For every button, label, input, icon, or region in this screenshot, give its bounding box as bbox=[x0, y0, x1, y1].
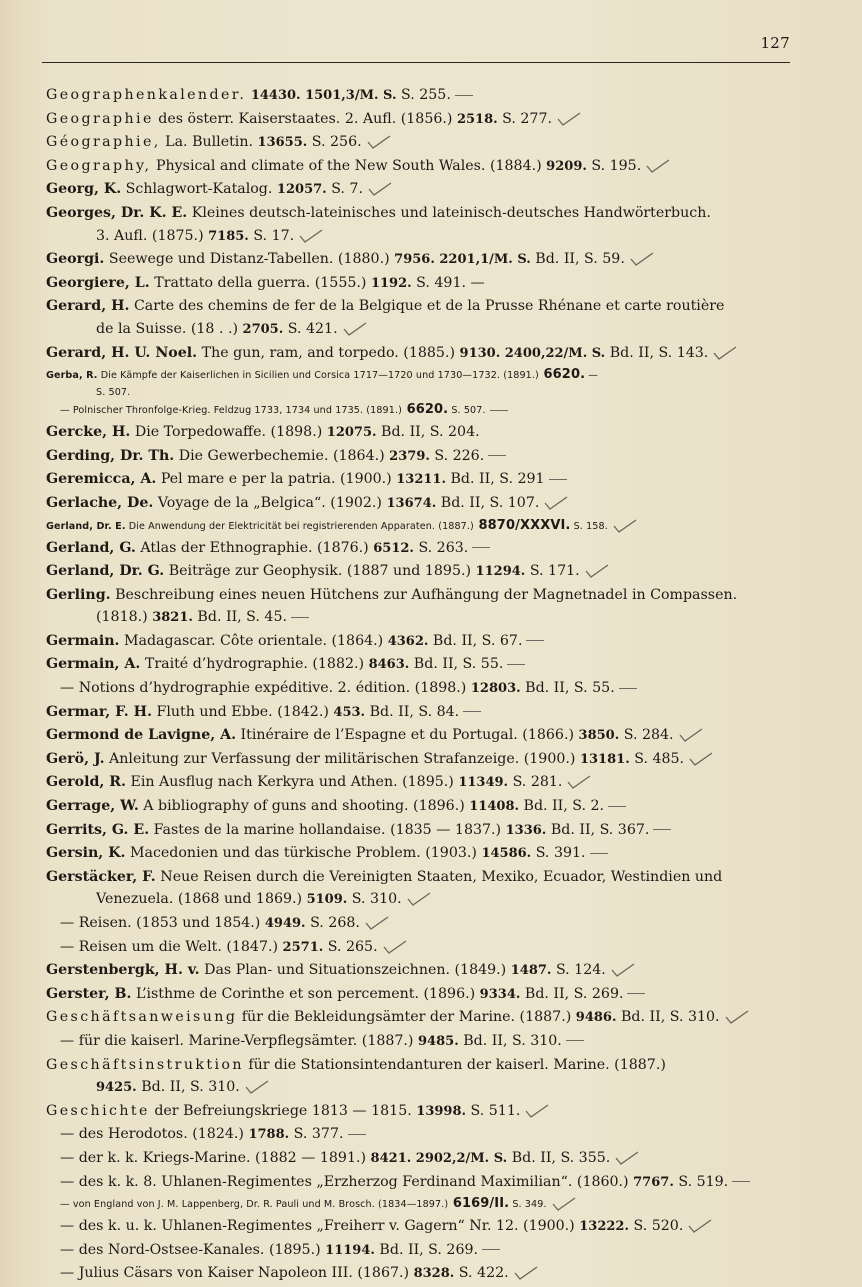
entry-reference: Bd. II, S. 269. bbox=[374, 1241, 479, 1258]
entry-heading: — bbox=[60, 1218, 75, 1235]
entry-title: des k. u. k. Uhlanen-Regimentes „Freiherr v. Gagern“ Nr. 12. (1900.) bbox=[74, 1218, 575, 1235]
dash-mark-icon bbox=[590, 853, 608, 854]
bibliography-entry bbox=[46, 677, 791, 701]
entry-title: Pel mare e per la patria. (1900.) bbox=[156, 471, 392, 488]
entry-number: 3821. bbox=[152, 610, 193, 626]
entry-title: Neue Reisen durch die Vereinigten Staaten, Mexiko, Ecuador, Westindien und bbox=[155, 868, 723, 885]
entry-title: Die Torpedowaffe. (1898.) bbox=[130, 424, 323, 441]
bibliography-entry bbox=[46, 1054, 791, 1100]
dash-mark-icon bbox=[608, 806, 626, 807]
bibliography-entry bbox=[46, 248, 791, 272]
bibliography-entry bbox=[46, 959, 791, 983]
entry-number: 9334. bbox=[475, 986, 521, 1002]
bibliography-entry bbox=[46, 936, 791, 960]
entry-heading: Gerö, J. bbox=[46, 750, 105, 767]
bibliography-entry bbox=[46, 560, 791, 584]
entry-heading: Gerster, B. bbox=[46, 985, 132, 1002]
entry-title: der Befreiungskriege 1813 — 1815. bbox=[149, 1102, 412, 1119]
bibliography-entry bbox=[46, 468, 791, 492]
entry-reference: Bd. II, S. 84. bbox=[365, 703, 460, 720]
entry-number: 9209. bbox=[541, 158, 587, 174]
entry-number: 9485. bbox=[413, 1033, 459, 1049]
entry-number: 1487. bbox=[506, 963, 552, 979]
entry-reference: S. 422. bbox=[454, 1265, 509, 1282]
entry-reference: S. 255. bbox=[396, 87, 451, 103]
bibliography-entry bbox=[46, 131, 791, 155]
entry-heading: Germain. bbox=[46, 632, 120, 649]
entry-heading: Geography, bbox=[46, 157, 152, 174]
entry-heading: Geographie bbox=[46, 110, 154, 127]
bibliography-entry bbox=[46, 1030, 791, 1054]
entry-reference: S. 519. bbox=[673, 1173, 729, 1190]
entry-reference: S. 284. bbox=[619, 727, 674, 744]
entry-reference: S. 268. bbox=[305, 915, 360, 931]
bibliography-entry bbox=[46, 842, 791, 866]
check-mark-icon bbox=[513, 1265, 539, 1281]
check-mark-icon bbox=[364, 915, 390, 931]
entry-reference: Bd. II, S. 269. bbox=[520, 985, 624, 1002]
entry-reference: S. 124. bbox=[551, 962, 606, 979]
bibliography-entry bbox=[46, 748, 791, 772]
dash-mark-icon bbox=[732, 1181, 750, 1182]
entry-title: Schlagwort-Katalog. bbox=[121, 181, 273, 198]
entry-heading: Germar, F. H. bbox=[46, 703, 153, 720]
bibliography-entry bbox=[46, 1100, 791, 1124]
page-number: 127 bbox=[760, 34, 790, 52]
entry-heading: Germain, A. bbox=[46, 656, 141, 673]
continuation-text: de la Suisse. (18 . .) bbox=[96, 320, 243, 337]
bibliography-entry bbox=[46, 983, 791, 1007]
entry-reference: Bd. II, S. 45. bbox=[192, 609, 287, 626]
entry-title: Das Plan- und Situationszeichnen. (1849.) bbox=[199, 962, 507, 979]
bibliography-entry bbox=[46, 795, 791, 819]
entry-heading: — bbox=[60, 1032, 75, 1049]
entry-reference: Bd. II, S. 367. bbox=[546, 821, 650, 838]
check-mark-icon bbox=[298, 228, 324, 244]
entry-number: 14430. 1501,3/M. S. bbox=[250, 88, 397, 103]
entry-title: Die Anwendung der Elektricität bei registrierenden Apparaten. (1887.) bbox=[125, 520, 474, 532]
entry-heading: — bbox=[60, 1241, 75, 1258]
entry-reference: Bd. II, S. 107. bbox=[436, 494, 540, 511]
dash-mark-icon bbox=[482, 1249, 500, 1250]
bibliography-entry bbox=[46, 421, 791, 445]
entry-title: des k. k. 8. Uhlanen-Regimentes „Erzherzog Ferdinand Maximilian“. (1860.) bbox=[74, 1173, 629, 1190]
bibliography-entry bbox=[46, 1239, 791, 1263]
entry-number: 4949. bbox=[260, 916, 306, 931]
entry-title: der k. k. Kriegs-Marine. (1882 — 1891.) bbox=[74, 1149, 367, 1166]
bibliography-entry bbox=[46, 1215, 791, 1239]
entry-title: The gun, ram, and torpedo. (1885.) bbox=[197, 344, 455, 361]
entry-title: Trattato della guerra. (1555.) bbox=[149, 274, 367, 291]
entry-reference: Bd. II, S. 55. bbox=[409, 656, 504, 673]
entry-heading: Geschichte bbox=[46, 1102, 150, 1119]
entry-number: 13674. bbox=[381, 495, 437, 511]
entry-number: 3850. bbox=[574, 728, 620, 744]
bibliography-entry bbox=[46, 1262, 791, 1286]
entry-heading: Gercke, H. bbox=[46, 424, 131, 441]
entry-list bbox=[46, 84, 791, 1286]
entry-reference: Bd. II, S. 291 bbox=[446, 471, 545, 488]
entry-number: 9425. bbox=[96, 1080, 137, 1096]
entry-reference: S. 485. bbox=[629, 750, 685, 767]
entry-reference: S. 310. bbox=[347, 891, 402, 908]
dash-mark-icon bbox=[619, 688, 637, 689]
entry-number: 7767. bbox=[628, 1174, 674, 1190]
entry-number: 13998. bbox=[411, 1103, 467, 1119]
entry-reference: S. 256. bbox=[307, 134, 362, 151]
entry-heading: Gerland, G. bbox=[46, 539, 136, 556]
entry-heading: Germond de Lavigne, A. bbox=[46, 727, 237, 744]
entry-title: Beiträge zur Geophysik. (1887 und 1895.) bbox=[164, 563, 472, 580]
entry-reference: Bd. II, S. 310. bbox=[616, 1009, 720, 1026]
entry-number: 11349. bbox=[453, 775, 509, 791]
entry-heading: — bbox=[60, 1126, 75, 1143]
entry-number: 1788. bbox=[243, 1127, 290, 1143]
entry-continuation bbox=[46, 386, 791, 400]
entry-title: Madagascar. Côte orientale. (1864.) bbox=[119, 632, 384, 649]
entry-title: Polnischer Thronfolge-Krieg. Feldzug 1733, 1734 und 1735. (1891.) bbox=[69, 405, 402, 417]
entry-number: 14586. bbox=[476, 846, 532, 862]
entry-title: Ein Ausflug nach Kerkyra und Athen. (1895.) bbox=[126, 774, 454, 791]
check-mark-icon bbox=[688, 751, 714, 767]
entry-title: Itinéraire de l’Espagne et du Portugal. (1866.) bbox=[236, 727, 574, 744]
entry-number: 1336. bbox=[501, 822, 547, 838]
entry-title: Atlas der Ethnographie. (1876.) bbox=[135, 539, 369, 556]
entry-reference: S. 158. bbox=[570, 520, 608, 532]
bibliography-entry bbox=[46, 272, 791, 296]
entry-heading: — bbox=[60, 938, 75, 955]
dash-mark-icon bbox=[566, 1040, 584, 1041]
entry-continuation bbox=[46, 225, 791, 249]
check-mark-icon bbox=[524, 1103, 550, 1119]
check-mark-icon bbox=[382, 939, 408, 955]
dash-mark-icon bbox=[490, 410, 508, 411]
bibliography-entry bbox=[46, 84, 791, 108]
entry-reference: Bd. II, S. 2. bbox=[519, 798, 605, 815]
entry-reference: — bbox=[585, 370, 598, 382]
bibliography-entry bbox=[46, 1123, 791, 1147]
entry-heading: — bbox=[60, 1265, 75, 1282]
entry-reference: Bd. II, S. 310. bbox=[136, 1079, 240, 1096]
entry-number: 7185. bbox=[208, 228, 249, 244]
entry-heading: Geographenkalender. bbox=[46, 87, 247, 103]
entry-title: Reisen um die Welt. (1847.) bbox=[74, 938, 279, 955]
entry-title: Notions d’hydrographie expéditive. 2. édition. (1898.) bbox=[74, 680, 467, 697]
bibliography-entry bbox=[46, 492, 791, 516]
bibliography-entry bbox=[46, 630, 791, 654]
entry-continuation bbox=[46, 606, 791, 630]
entry-number: 12057. bbox=[272, 182, 327, 198]
entry-reference: S. 491. — bbox=[411, 274, 485, 291]
entry-title: Beschreibung eines neuen Hütchens zur Aufhängung der Magnetnadel in Compassen. bbox=[110, 586, 738, 603]
entry-number: 11294. bbox=[471, 564, 526, 580]
entry-number: 2705. bbox=[242, 321, 284, 337]
entry-heading: Gerding, Dr. Th. bbox=[46, 447, 175, 464]
entry-title: des österr. Kaiserstaates. 2. Aufl. (1856.) bbox=[153, 110, 453, 127]
check-mark-icon bbox=[342, 321, 368, 337]
bibliography-entry bbox=[46, 1194, 791, 1215]
entry-heading: Gerrits, G. E. bbox=[46, 821, 150, 838]
dash-mark-icon bbox=[455, 95, 473, 96]
entry-title: A bibliography of guns and shooting. (1896.) bbox=[138, 798, 465, 815]
entry-number: 12803. bbox=[466, 681, 521, 697]
entry-heading: Gerstäcker, F. bbox=[46, 868, 156, 885]
entry-heading: Gerlache, De. bbox=[46, 494, 154, 511]
entry-title: Traité d’hydrographie. (1882.) bbox=[140, 656, 365, 673]
entry-reference: S. 281. bbox=[508, 774, 563, 791]
entry-title: La. Bulletin. bbox=[160, 134, 253, 151]
entry-reference: Bd. II, S. 59. bbox=[530, 251, 625, 268]
bibliography-entry bbox=[46, 445, 791, 469]
entry-title: Kleines deutsch-lateinisches und lateinisch-deutsches Handwörterbuch. bbox=[187, 204, 711, 221]
entry-title: Macedonien und das türkische Problem. (1903.) bbox=[125, 845, 477, 862]
bibliography-entry bbox=[46, 400, 791, 421]
entry-heading: — bbox=[60, 915, 75, 931]
check-mark-icon bbox=[244, 1079, 270, 1095]
entry-number: 2571. bbox=[278, 939, 324, 955]
entry-heading: Gerling. bbox=[46, 586, 111, 603]
entry-number: 8870/XXXVI. bbox=[473, 517, 571, 533]
check-mark-icon bbox=[556, 111, 582, 127]
continuation-text: S. 507. bbox=[96, 387, 131, 399]
bibliography-entry bbox=[46, 1171, 791, 1195]
entry-reference: Bd. II, S. 355. bbox=[507, 1149, 611, 1166]
entry-number: 8328. bbox=[409, 1266, 455, 1282]
dash-mark-icon bbox=[526, 640, 544, 641]
entry-heading: — bbox=[60, 680, 75, 697]
entry-number: 11194. bbox=[320, 1242, 375, 1258]
entry-heading: — bbox=[60, 1199, 70, 1211]
entry-reference: Bd. II, S. 55. bbox=[520, 680, 615, 697]
entry-number: 11408. bbox=[464, 799, 520, 815]
entry-heading: Georg, K. bbox=[46, 181, 122, 198]
entry-reference: S. 195. bbox=[586, 157, 642, 174]
check-mark-icon bbox=[724, 1009, 750, 1025]
entry-heading: Geschäftsanweisung bbox=[46, 1009, 238, 1026]
check-mark-icon bbox=[712, 345, 738, 361]
entry-reference: Bd. II, S. 67. bbox=[428, 632, 523, 649]
entry-number: 9130. 2400,22/M. S. bbox=[455, 345, 606, 361]
entry-reference: Bd. II, S. 143. bbox=[605, 344, 709, 361]
entry-continuation bbox=[46, 888, 791, 912]
entry-heading: Geremicca, A. bbox=[46, 471, 157, 488]
entry-number: 6512. bbox=[368, 540, 414, 556]
entry-heading: Gerard, H. bbox=[46, 298, 130, 315]
dash-mark-icon bbox=[627, 993, 645, 994]
entry-title: Fastes de la marine hollandaise. (1835 — 1837.) bbox=[149, 821, 502, 838]
entry-title: Die Kämpfe der Kaiserlichen in Sicilien und Corsica 1717—1720 und 1730—1732. (1891.) bbox=[97, 370, 539, 382]
bibliography-entry bbox=[46, 724, 791, 748]
check-mark-icon bbox=[543, 495, 569, 511]
bibliography-entry bbox=[46, 819, 791, 843]
entry-number: 4362. bbox=[383, 633, 429, 649]
bibliography-entry bbox=[46, 912, 791, 936]
entry-number: 2518. bbox=[452, 111, 498, 127]
entry-number: 7956. 2201,1/M. S. bbox=[389, 252, 531, 268]
check-mark-icon bbox=[566, 774, 592, 790]
check-mark-icon bbox=[584, 563, 610, 579]
bibliography-entry bbox=[46, 701, 791, 725]
entry-heading: Georgi. bbox=[46, 251, 105, 268]
check-mark-icon bbox=[645, 158, 671, 174]
entry-title: für die Stationsintendanturen der kaiserl. Marine. (1887.) bbox=[243, 1056, 666, 1073]
entry-title: für die Bekleidungsämter der Marine. (1887.) bbox=[237, 1009, 572, 1026]
entry-continuation bbox=[46, 318, 791, 342]
check-mark-icon bbox=[678, 727, 704, 743]
bibliography-entry bbox=[46, 202, 791, 248]
dash-mark-icon bbox=[653, 829, 671, 830]
entry-continuation bbox=[46, 1076, 791, 1100]
entry-heading: Gerstenbergk, H. v. bbox=[46, 962, 200, 979]
entry-heading: Georges, Dr. K. E. bbox=[46, 204, 188, 221]
entry-reference: Bd. II, S. 310. bbox=[458, 1032, 562, 1049]
entry-title: Reisen. (1853 und 1854.) bbox=[74, 915, 261, 931]
bibliography-entry bbox=[46, 584, 791, 630]
entry-title: für die kaiserl. Marine-Verpflegsämter. (1887.) bbox=[74, 1032, 414, 1049]
dash-mark-icon bbox=[488, 455, 506, 456]
entry-reference: Bd. II, S. 204. bbox=[376, 424, 480, 441]
entry-heading: Gersin, K. bbox=[46, 845, 126, 862]
entry-title: Fluth und Ebbe. (1842.) bbox=[152, 703, 329, 720]
check-mark-icon bbox=[614, 1150, 640, 1166]
bibliography-entry bbox=[46, 866, 791, 912]
entry-number: 13181. bbox=[575, 751, 630, 767]
entry-heading: Géographie, bbox=[46, 134, 161, 151]
bibliography-entry bbox=[46, 1006, 791, 1030]
entry-number: 12075. bbox=[322, 425, 377, 441]
entry-number: 8463. bbox=[364, 657, 410, 673]
bibliography-entry bbox=[46, 537, 791, 561]
entry-number: 5109. bbox=[306, 892, 348, 908]
dash-mark-icon bbox=[549, 479, 567, 480]
dash-mark-icon bbox=[507, 664, 525, 665]
entry-title: Seewege und Distanz-Tabellen. (1880.) bbox=[104, 251, 390, 268]
entry-reference: S. 421. bbox=[283, 320, 338, 337]
continuation-text: 3. Aufl. (1875.) bbox=[96, 227, 209, 244]
check-mark-icon bbox=[366, 134, 392, 150]
entry-title: Voyage de la „Belgica“. (1902.) bbox=[153, 494, 382, 511]
entry-title: von England von J. M. Lappenberg, Dr. R. Pauli und M. Brosch. (1834—1897.) bbox=[69, 1199, 449, 1211]
entry-title: L’isthme de Corinthe et son percement. (1896.) bbox=[131, 985, 476, 1002]
entry-reference: S. 226. bbox=[429, 447, 485, 464]
entry-heading: Georgiere, L. bbox=[46, 274, 150, 291]
bibliography-entry bbox=[46, 516, 791, 537]
dash-mark-icon bbox=[472, 547, 490, 548]
check-mark-icon bbox=[687, 1218, 713, 1234]
entry-number: 8421. 2902,2/M. S. bbox=[366, 1150, 508, 1166]
entry-heading: — bbox=[60, 1149, 75, 1166]
entry-number: 6169/II. bbox=[448, 1196, 510, 1212]
entry-title: Anleitung zur Verfassung der militärischen Strafanzeige. (1900.) bbox=[104, 750, 576, 767]
bibliography-entry bbox=[46, 771, 791, 795]
entry-heading: Gerrage, W. bbox=[46, 798, 139, 815]
entry-number: 6620. bbox=[401, 402, 449, 418]
continuation-text: Venezuela. (1868 und 1869.) bbox=[96, 891, 307, 908]
entry-number: 1192. bbox=[366, 275, 412, 291]
dash-mark-icon bbox=[463, 711, 481, 712]
entry-number: 13211. bbox=[391, 472, 446, 488]
entry-heading: Geschäftsinstruktion bbox=[46, 1056, 244, 1073]
entry-reference: S. 349. bbox=[509, 1199, 547, 1211]
entry-heading: — bbox=[60, 1173, 75, 1190]
check-mark-icon bbox=[367, 181, 393, 197]
check-mark-icon bbox=[551, 1196, 577, 1212]
entry-number: 453. bbox=[328, 704, 366, 720]
entry-heading: Gerba, R. bbox=[46, 370, 98, 382]
entry-number: 2379. bbox=[384, 448, 430, 464]
entry-number: 13655. bbox=[253, 135, 308, 151]
entry-heading: Gerland, Dr. E. bbox=[46, 520, 126, 532]
entry-reference: S. 17. bbox=[248, 227, 295, 244]
dash-mark-icon bbox=[348, 1134, 366, 1135]
entry-reference: S. 391. bbox=[531, 845, 586, 862]
check-mark-icon bbox=[406, 891, 432, 907]
check-mark-icon bbox=[610, 962, 636, 978]
entry-title: Physical and climate of the New South Wales. (1884.) bbox=[151, 157, 542, 174]
entry-number: 13222. bbox=[574, 1219, 629, 1235]
entry-heading: Gerland, Dr. G. bbox=[46, 563, 165, 580]
entry-reference: S. 277. bbox=[497, 110, 552, 127]
header-rule bbox=[42, 62, 790, 63]
bibliography-entry bbox=[46, 155, 791, 179]
entry-reference: S. 171. bbox=[525, 563, 580, 580]
entry-heading: Gerold, R. bbox=[46, 774, 126, 791]
bibliography-entry bbox=[46, 1147, 791, 1171]
entry-number: 9486. bbox=[571, 1010, 617, 1026]
entry-heading: — bbox=[60, 405, 70, 417]
check-mark-icon bbox=[612, 518, 638, 534]
entry-reference: S. 507. bbox=[448, 405, 486, 417]
continuation-text: (1818.) bbox=[96, 609, 153, 626]
entry-title: des Herodotos. (1824.) bbox=[74, 1126, 244, 1143]
entry-title: Julius Cäsars von Kaiser Napoleon III. (1867.) bbox=[74, 1265, 410, 1282]
check-mark-icon bbox=[629, 251, 655, 267]
entry-reference: S. 7. bbox=[326, 181, 363, 198]
entry-reference: S. 377. bbox=[289, 1126, 344, 1143]
entry-heading: Gerard, H. U. Noel. bbox=[46, 344, 198, 361]
bibliography-entry bbox=[46, 108, 791, 132]
entry-reference: S. 520. bbox=[629, 1218, 684, 1235]
bibliography-entry bbox=[46, 295, 791, 341]
bibliography-entry bbox=[46, 342, 791, 366]
dash-mark-icon bbox=[291, 617, 309, 618]
entry-title: Carte des chemins de fer de la Belgique et de la Prusse Rhénane et carte routière bbox=[129, 298, 725, 315]
entry-number: 6620. bbox=[538, 367, 586, 383]
entry-reference: S. 263. bbox=[413, 539, 469, 556]
bibliography-entry bbox=[46, 365, 791, 400]
bibliography-entry bbox=[46, 653, 791, 677]
entry-title: des Nord-Ostsee-Kanales. (1895.) bbox=[74, 1241, 321, 1258]
entry-reference: S. 265. bbox=[323, 938, 378, 955]
entry-title: Die Gewerbechemie. (1864.) bbox=[174, 447, 385, 464]
bibliography-entry bbox=[46, 178, 791, 202]
entry-reference: S. 511. bbox=[466, 1102, 521, 1119]
